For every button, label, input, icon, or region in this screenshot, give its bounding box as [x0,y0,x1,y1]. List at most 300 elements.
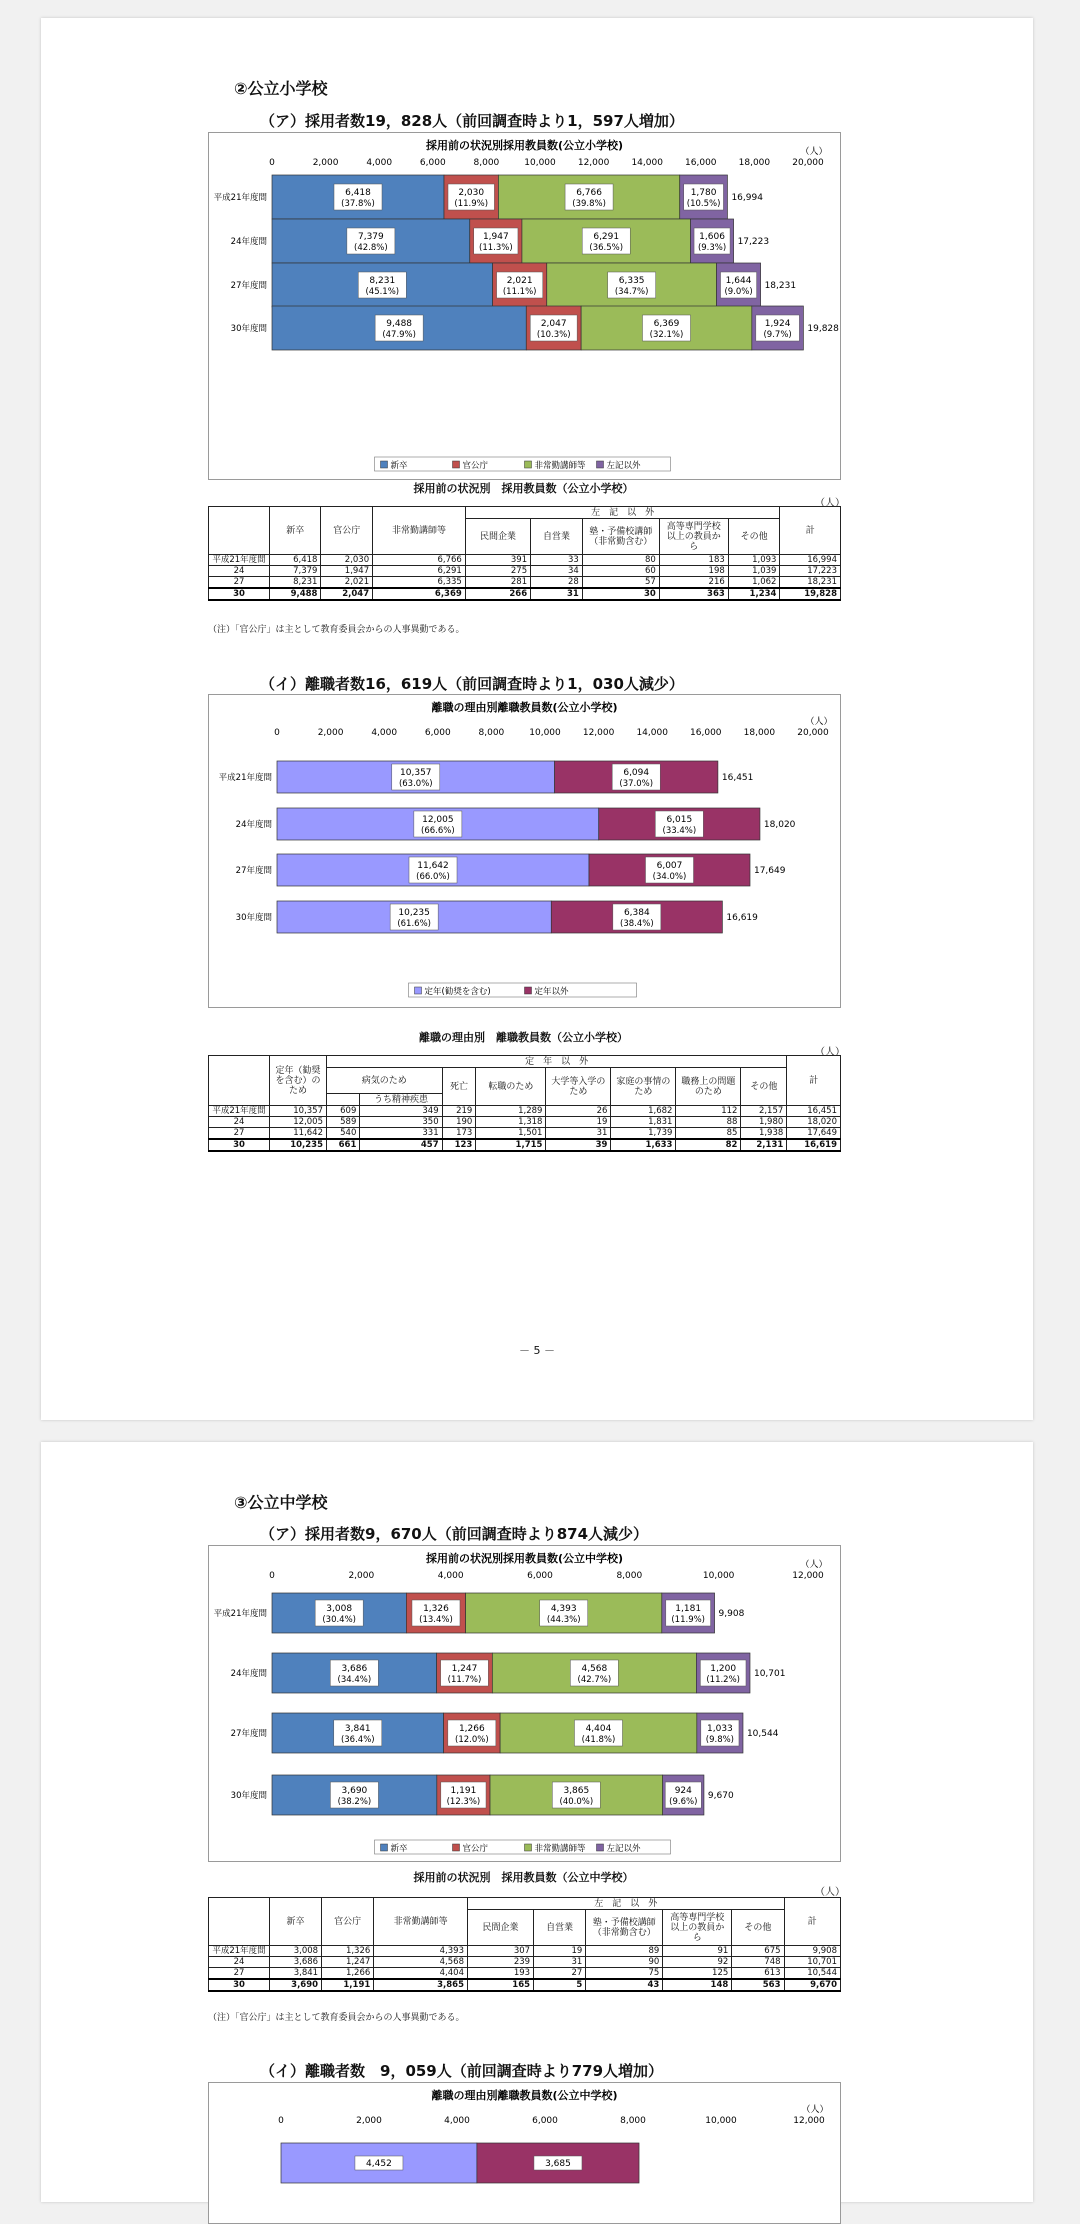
table-row [209,1139,841,1151]
total-label: 16,451 [721,773,754,783]
data-label-percent: (34.4%) [337,1675,372,1685]
total-label: 18,020 [763,820,796,830]
data-label: 6,015 [666,815,693,825]
table-cell: 540 [327,1128,360,1140]
table-cell: 7,379 [270,566,321,577]
table-row [209,1979,841,1991]
data-label: 6,291 [593,232,620,242]
x-tick-label: 0 [269,158,275,168]
table-cell: 28 [531,577,583,589]
data-label-percent: (30.4%) [322,1615,356,1625]
data-label-percent: (34.7%) [614,287,649,297]
table-cell: 563 [732,1979,784,1991]
category-label: 平成21年度間 [213,1609,267,1619]
legend-swatch [453,461,460,468]
data-label: 6,766 [576,188,602,198]
data-label: 12,005 [422,815,454,825]
leave-title-juniorhigh: （イ）離職者数 9，059人（前回調査時より779人増加） [260,2062,664,2080]
th-kei: 計 [780,507,841,555]
data-label: 6,007 [656,861,683,871]
table-cell: 89 [586,1946,663,1957]
document-page-5 [41,18,1033,1420]
table-cell: 307 [467,1946,533,1957]
table-cell: 92 [663,1957,732,1968]
data-label-percent: (33.4%) [662,826,697,836]
section-title-elementary: ②公立小学校 [234,79,328,98]
legend [375,1840,671,1854]
table-cell: 60 [582,566,659,577]
x-tick-label: 4,000 [444,2116,470,2126]
legend-label: 非常勤講師等 [534,461,586,471]
legend-label: 左記以外 [606,461,641,471]
x-tick-label: 20,000 [792,158,824,168]
data-label-percent: (12.0%) [455,1735,489,1745]
table-cell: 26 [546,1106,611,1117]
th-juku: 塾・予備校講師（非常勤含む） [586,1910,663,1946]
chart-elem-leave [208,694,841,1008]
row-year: 24 [209,566,270,577]
legend-swatch [597,1844,604,1851]
total-label: 10,701 [753,1669,786,1679]
category-label: 30年度間 [230,1791,267,1801]
th-hijokin: 非常勤講師等 [374,1898,468,1946]
hire-table-caption: 採用前の状況別 採用教員数（公立小学校） [413,482,634,495]
x-tick-label: 12,000 [792,1571,824,1581]
th-blank [209,1056,270,1106]
hire-table-elementary [208,506,841,601]
total-label: 9,908 [718,1609,745,1619]
total-label: 16,994 [731,193,763,203]
table-cell: 349 [360,1106,442,1117]
th-katei: 家庭の事情のため [611,1068,676,1106]
table-cell: 10,544 [784,1968,840,1980]
data-label: 1,181 [675,1604,702,1614]
table-cell: 1,234 [728,588,780,600]
row-year: 27 [209,1128,270,1140]
data-label-percent: (61.6%) [397,919,431,929]
table-cell: 19 [534,1946,586,1957]
data-label-percent: (63.0%) [398,779,433,789]
table-cell: 1,266 [322,1968,374,1980]
table-cell: 748 [732,1957,784,1968]
row-year: 27 [209,577,270,589]
th-minkan: 民間企業 [465,519,530,555]
table-cell: 18,231 [780,577,841,589]
table-cell: 43 [586,1979,663,1991]
table-cell: 331 [360,1128,442,1140]
data-label-percent: (38.2%) [337,1797,372,1807]
table-cell: 266 [465,588,530,600]
section-title-juniorhigh: ③公立中学校 [234,1493,328,1512]
legend-label: 定年以外 [534,987,569,997]
legend-swatch [525,1844,532,1851]
data-label-percent: (11.7%) [447,1675,482,1685]
data-label: 1,924 [764,319,791,329]
legend-swatch [381,461,388,468]
x-tick-label: 10,000 [524,158,556,168]
data-label: 6,094 [623,768,650,778]
legend-label: 新卒 [390,461,408,471]
category-label: 平成21年度間 [218,773,272,783]
data-label-percent: (11.2%) [706,1675,740,1685]
table-cell: 125 [663,1968,732,1980]
data-label-percent: (9.7%) [763,330,792,340]
data-label: 6,335 [618,276,645,286]
table-cell: 350 [360,1117,442,1128]
table-cell: 10,701 [784,1957,840,1968]
table-cell: 216 [659,577,728,589]
th-sonota: その他 [728,519,780,555]
data-label-percent: (42.7%) [577,1675,612,1685]
chart-svg [209,695,840,1007]
th-minkan: 民間企業 [467,1910,533,1946]
x-tick-label: 20,000 [797,728,829,738]
category-label: 平成21年度間 [213,193,267,203]
total-label: 9,670 [707,1791,734,1801]
data-label-percent: (9.3%) [697,243,727,253]
table-cell: 90 [586,1957,663,1968]
table-cell: 16,451 [787,1106,841,1117]
data-label: 4,452 [366,2159,392,2169]
table-cell: 19 [546,1117,611,1128]
legend-label: 新卒 [390,1844,408,1854]
data-label-percent: (37.8%) [341,199,375,209]
table-cell: 91 [663,1946,732,1957]
category-label: 24年度間 [230,1669,267,1679]
th-byoki: 病気のため [327,1068,443,1094]
table-cell: 1,739 [611,1128,676,1140]
x-tick-label: 8,000 [616,1571,643,1581]
legend-label: 官公庁 [462,1844,489,1854]
x-tick-label: 10,000 [529,728,561,738]
table-cell: 1,633 [611,1139,676,1151]
th-kankocho: 官公庁 [321,507,373,555]
table-unit: （人） [815,1887,845,1898]
th-koto: 高等専門学校以上の教員から [659,519,728,555]
table-cell: 609 [327,1106,360,1117]
table-cell: 219 [442,1106,476,1117]
leave-title-elementary: （イ）離職者数16，619人（前回調査時より1，030人減少） [260,675,684,693]
data-label: 8,231 [369,276,396,286]
chart-elem-hire [208,132,841,480]
x-tick-label: 8,000 [473,158,500,168]
table-cell: 9,488 [270,588,321,600]
table-cell: 1,501 [476,1128,546,1140]
table-cell: 75 [586,1968,663,1980]
table-cell: 3,008 [270,1946,322,1957]
x-tick-label: 18,000 [743,728,776,738]
table-cell: 3,841 [270,1968,322,1980]
table-cell: 165 [467,1979,533,1991]
chart-title: 離職の理由別離職教員数(公立中学校) [431,2089,618,2102]
leave-table-caption: 離職の理由別 離職教員数（公立小学校） [419,1031,628,1044]
x-tick-label: 2,000 [312,158,339,168]
table-cell: 675 [732,1946,784,1957]
table-cell: 1,039 [728,566,780,577]
x-tick-label: 12,000 [582,728,615,738]
total-label: 17,649 [753,866,786,876]
table-cell: 10,235 [270,1139,327,1151]
table-cell: 363 [659,588,728,600]
table-unit: （人） [815,1047,845,1058]
th-koto: 高等専門学校以上の教員から [663,1910,732,1946]
data-label: 10,235 [398,908,430,918]
data-label-percent: (47.9%) [382,330,416,340]
x-tick-label: 4,000 [366,158,393,168]
th-hijokin: 非常勤講師等 [373,507,466,555]
row-year: 平成21年度間 [209,555,270,566]
x-tick-label: 4,000 [371,728,398,738]
table-cell: 1,318 [476,1117,546,1128]
data-label-percent: (42.8%) [354,243,388,253]
chart-title: 離職の理由別離職教員数(公立小学校) [431,701,618,714]
table-row [209,1106,841,1117]
table-cell: 16,619 [787,1139,841,1151]
table-cell: 6,418 [270,555,321,566]
table-cell: 1,093 [728,555,780,566]
table-cell: 19,828 [780,588,841,600]
table-row [209,1946,841,1957]
th-blank [209,507,270,555]
table-cell: 1,062 [728,577,780,589]
hire-note-juniorhigh: （注）「官公庁」は主として教育委員会からの人事異動である。 [208,2013,465,2023]
table-cell: 183 [659,555,728,566]
data-label-percent: (36.4%) [340,1735,375,1745]
table-row [209,1117,841,1128]
table-cell: 6,335 [373,577,466,589]
data-label: 11,642 [417,861,449,871]
th-sonota: その他 [741,1068,787,1106]
table-cell: 2,131 [741,1139,787,1151]
data-label: 2,047 [540,319,567,329]
table-cell: 1,326 [322,1946,374,1957]
data-label: 3,690 [341,1786,368,1796]
hire-title-juniorhigh: （ア）採用者数9，670人（前回調査時より874人減少） [260,1525,649,1543]
table-cell: 1,831 [611,1117,676,1128]
table-cell: 123 [442,1139,476,1151]
table-cell: 8,231 [270,577,321,589]
data-label: 1,266 [458,1724,485,1734]
table-cell: 11,642 [270,1128,327,1140]
data-label: 1,247 [451,1664,478,1674]
table-cell: 2,157 [741,1106,787,1117]
th-teinen: 定年（勧奨を含む）のため [270,1056,327,1106]
data-label-percent: (38.4%) [620,919,654,929]
data-label: 6,418 [345,188,371,198]
chart-svg [209,133,840,479]
table-cell: 1,938 [741,1128,787,1140]
table-cell: 112 [676,1106,741,1117]
table-cell: 148 [663,1979,732,1991]
category-label: 24年度間 [230,237,267,247]
category-label: 30年度間 [235,913,272,923]
x-tick-label: 14,000 [631,158,663,168]
row-year: 30 [209,1979,270,1991]
data-label-percent: (36.5%) [589,243,624,253]
data-label: 1,326 [423,1604,449,1614]
table-cell: 4,568 [374,1957,468,1968]
th-blank [209,1898,270,1946]
table-row [209,1957,841,1968]
table-cell: 3,686 [270,1957,322,1968]
data-label: 9,488 [386,319,413,329]
table-cell: 17,223 [780,566,841,577]
data-label-percent: (12.3%) [446,1797,481,1807]
th-sakiigai: 左 記 以 外 [467,1898,784,1910]
row-year: 24 [209,1957,270,1968]
data-label-percent: (11.1%) [502,287,537,297]
total-label: 16,619 [726,913,758,923]
hire-table-caption: 採用前の状況別 採用教員数（公立中学校） [413,1871,634,1884]
x-tick-label: 12,000 [577,158,610,168]
x-tick-label: 16,000 [685,158,717,168]
x-tick-label: 0 [269,1571,275,1581]
table-cell: 661 [327,1139,360,1151]
legend-label: 非常勤講師等 [534,1844,586,1854]
th-jiei: 自営業 [531,519,583,555]
legend-swatch [525,461,532,468]
table-row [209,577,841,589]
total-label: 17,223 [737,237,770,247]
table-cell: 18,020 [787,1117,841,1128]
table-cell: 80 [582,555,659,566]
table-cell: 17,649 [787,1128,841,1140]
data-label-percent: (41.8%) [581,1735,616,1745]
table-cell: 31 [546,1128,611,1140]
data-label-percent: (66.6%) [421,826,455,836]
data-label-percent: (11.9%) [454,199,489,209]
data-label: 4,404 [585,1724,612,1734]
category-label: 27年度間 [230,1729,267,1739]
table-cell: 281 [465,577,530,589]
row-year: 平成21年度間 [209,1946,270,1957]
data-label-percent: (32.1%) [649,330,684,340]
data-label-percent: (13.4%) [419,1615,453,1625]
total-label: 18,231 [764,281,797,291]
table-cell: 190 [442,1117,476,1128]
x-tick-label: 10,000 [702,1571,735,1581]
data-label-percent: (39.8%) [572,199,606,209]
data-label: 1,947 [482,232,509,242]
row-year: 30 [209,1139,270,1151]
row-year: 24 [209,1117,270,1128]
category-label: 30年度間 [230,324,267,334]
table-cell: 613 [732,1968,784,1980]
category-label: 27年度間 [235,866,272,876]
x-tick-label: 6,000 [424,728,451,738]
data-label: 1,033 [707,1724,733,1734]
legend-label: 官公庁 [462,461,489,471]
data-label: 924 [674,1786,692,1796]
data-label: 1,780 [690,188,717,198]
table-cell: 173 [442,1128,476,1140]
hire-note-elementary: （注）「官公庁」は主として教育委員会からの人事異動である。 [208,625,465,635]
data-label: 7,379 [357,232,384,242]
table-cell: 9,670 [784,1979,840,1991]
table-row [209,566,841,577]
th-shinsotsu: 新卒 [270,507,321,555]
table-cell: 4,404 [374,1968,468,1980]
th-byoki-blank [327,1094,360,1106]
table-cell: 239 [467,1957,533,1968]
table-cell: 391 [465,555,530,566]
th-sonota: その他 [732,1910,784,1946]
x-tick-label: 8,000 [620,2116,646,2126]
table-cell: 2,047 [321,588,373,600]
data-label-percent: (66.0%) [416,872,450,882]
legend-swatch [415,987,422,994]
th-kei: 計 [784,1898,840,1946]
table-cell: 10,357 [270,1106,327,1117]
document-page-6 [41,1442,1033,2202]
category-label: 24年度間 [235,820,272,830]
chart-svg [209,1546,840,1861]
data-label: 2,021 [506,276,533,286]
data-label: 2,030 [458,188,485,198]
legend-swatch [453,1844,460,1851]
data-label: 3,841 [344,1724,371,1734]
legend-label: 定年(勧奨を含む) [424,987,491,997]
x-tick-label: 2,000 [317,728,344,738]
data-label: 6,369 [653,319,680,329]
x-tick-label: 10,000 [705,2116,737,2126]
th-shokumu: 職務上の問題のため [676,1068,741,1106]
table-cell: 2,021 [321,577,373,589]
th-juku: 塾・予備校講師（非常勤含む） [582,519,659,555]
table-cell: 1,191 [322,1979,374,1991]
chart-unit: （人） [805,717,833,727]
chart-title: 採用前の状況別採用教員数(公立小学校) [425,139,624,152]
data-label-percent: (11.3%) [479,243,513,253]
data-label: 3,686 [341,1664,368,1674]
total-label: 10,544 [746,1729,779,1739]
x-tick-label: 16,000 [690,728,722,738]
x-tick-label: 8,000 [478,728,505,738]
table-cell: 39 [546,1139,611,1151]
th-shinsotsu: 新卒 [270,1898,322,1946]
table-cell: 1,247 [322,1957,374,1968]
chart-svg [209,2083,840,2223]
chart-title: 採用前の状況別採用教員数(公立中学校) [425,1552,624,1565]
th-shibo: 死亡 [442,1068,476,1106]
total-label: 19,828 [807,324,839,334]
th-tenshoku: 転職のため [476,1068,546,1106]
table-cell: 457 [360,1139,442,1151]
table-row [209,555,841,566]
table-cell: 3,690 [270,1979,322,1991]
table-cell: 57 [582,577,659,589]
table-unit: （人） [815,498,845,509]
table-cell: 6,766 [373,555,466,566]
th-kei: 計 [787,1056,841,1106]
data-label: 1,606 [699,232,725,242]
category-label: 27年度間 [230,281,267,291]
x-tick-label: 2,000 [348,1571,375,1581]
legend-swatch [597,461,604,468]
table-cell: 31 [534,1957,586,1968]
th-kankocho: 官公庁 [322,1898,374,1946]
th-sakiigai: 左 記 以 外 [465,507,780,519]
x-tick-label: 6,000 [527,1571,553,1581]
th-teinen-igai: 定 年 以 外 [327,1056,787,1068]
data-label-percent: (34.0%) [652,872,687,882]
data-label: 3,685 [545,2159,571,2169]
data-label-percent: (40.0%) [559,1797,594,1807]
x-tick-label: 18,000 [738,158,771,168]
table-cell: 198 [659,566,728,577]
table-cell: 1,715 [476,1139,546,1151]
table-cell: 1,947 [321,566,373,577]
